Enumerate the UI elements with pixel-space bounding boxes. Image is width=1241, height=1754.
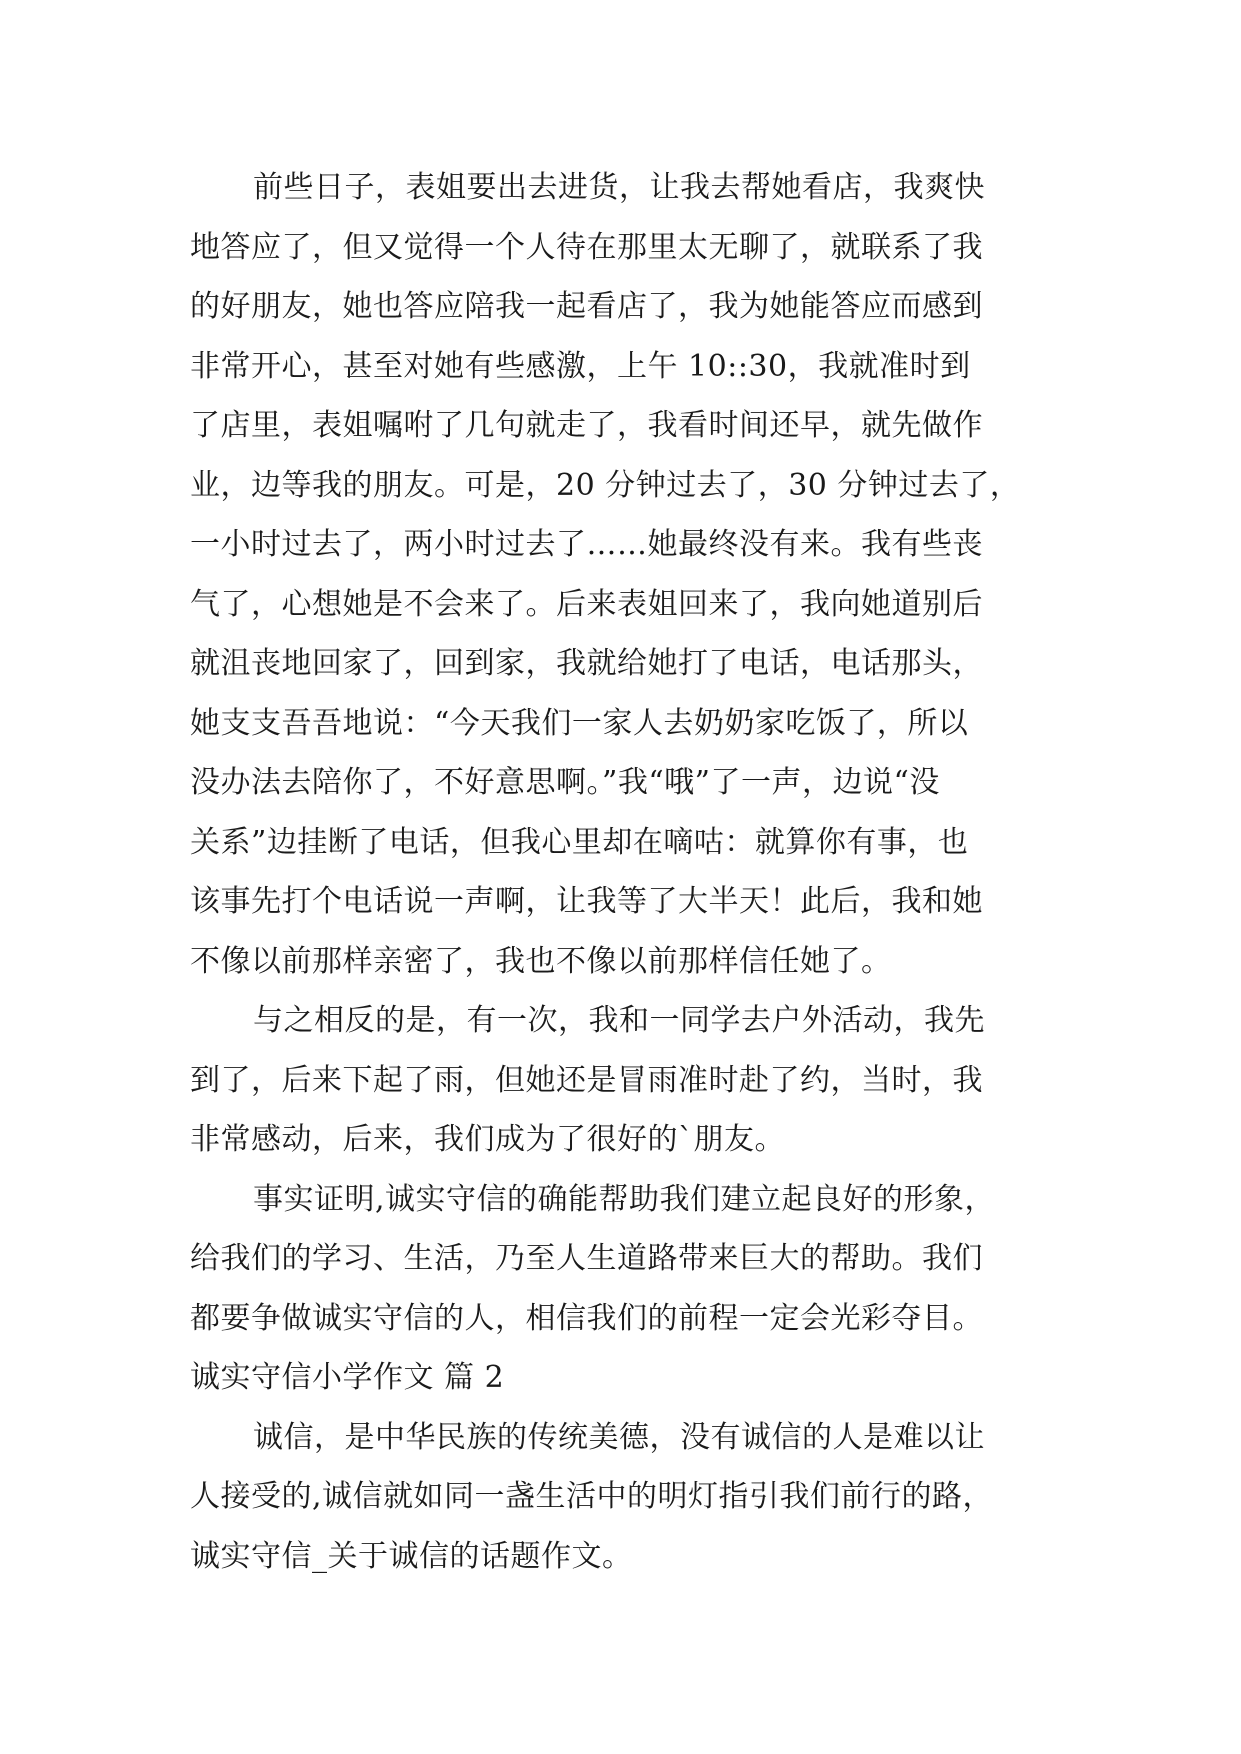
text-line: 给我们的学习、生活，乃至人生道路带来巨大的帮助。我们 [190, 1241, 983, 1276]
section-heading: 诚实守信小学作文 篇 2 [190, 1360, 505, 1395]
text-line: 与之相反的是，有一次，我和一同学去户外活动，我先 [253, 1003, 985, 1038]
text-line: 非常开心，甚至对她有些感激，上午 10::30，我就准时到 [190, 348, 971, 384]
text-line: 不像以前那样亲密了，我也不像以前那样信任她了。 [190, 943, 892, 979]
text-line: 诚信，是中华民族的传统美德，没有诚信的人是难以让 [253, 1419, 985, 1455]
text-line: 气了，心想她是不会来了。后来表姐回来了，我向她道别后 [190, 586, 983, 622]
text-line: 她支支吾吾地说：“今天我们一家人去奶奶家吃饭了，所以 [190, 705, 969, 741]
text-line: 非常感动，后来，我们成为了很好的`朋友。 [190, 1122, 785, 1157]
document-body [190, 158, 1060, 1586]
text-line: 事实证明,诚实守信的确能帮助我们建立起良好的形象， [253, 1181, 996, 1217]
text-line: 就沮丧地回家了，回到家，我就给她打了电话，电话那头， [190, 646, 983, 681]
text-line: 没办法去陪你了，不好意思啊。”我“哦”了一声，边说“没 [190, 765, 940, 800]
text-line: 地答应了，但又觉得一个人待在那里太无聊了，就联系了我 [190, 229, 983, 265]
text-line: 一小时过去了，两小时过去了……她最终没有来。我有些丧 [190, 527, 983, 562]
text-line: 到了，后来下起了雨，但她还是冒雨准时赴了约，当时，我 [190, 1062, 983, 1098]
paragraph-4 [190, 1408, 1060, 1587]
text-line: 业，边等我的朋友。可是，20 分钟过去了，30 分钟过去了， [190, 467, 1021, 503]
paragraph-3 [190, 1170, 1060, 1349]
text-line: 的好朋友，她也答应陪我一起看店了，我为她能答应而感到 [190, 289, 983, 324]
text-line: 诚实守信_关于诚信的话题作文。 [190, 1538, 633, 1574]
text-line: 了店里，表姐嘱咐了几句就走了，我看时间还早，就先做作 [190, 408, 983, 443]
text-line: 前些日子，表姐要出去进货，让我去帮她看店，我爽快 [253, 170, 985, 205]
paragraph-2 [190, 991, 1060, 1170]
text-line: 关系”边挂断了电话，但我心里却在嘀咕：就算你有事，也 [190, 824, 969, 860]
text-line: 该事先打个电话说一声啊，让我等了大半天！此后，我和她 [190, 884, 983, 919]
paragraph-1 [190, 158, 1060, 991]
text-line: 都要争做诚实守信的人，相信我们的前程一定会光彩夺目。 [190, 1300, 983, 1336]
text-line: 人接受的,诚信就如同一盏生活中的明灯指引我们前行的路， [190, 1479, 994, 1514]
